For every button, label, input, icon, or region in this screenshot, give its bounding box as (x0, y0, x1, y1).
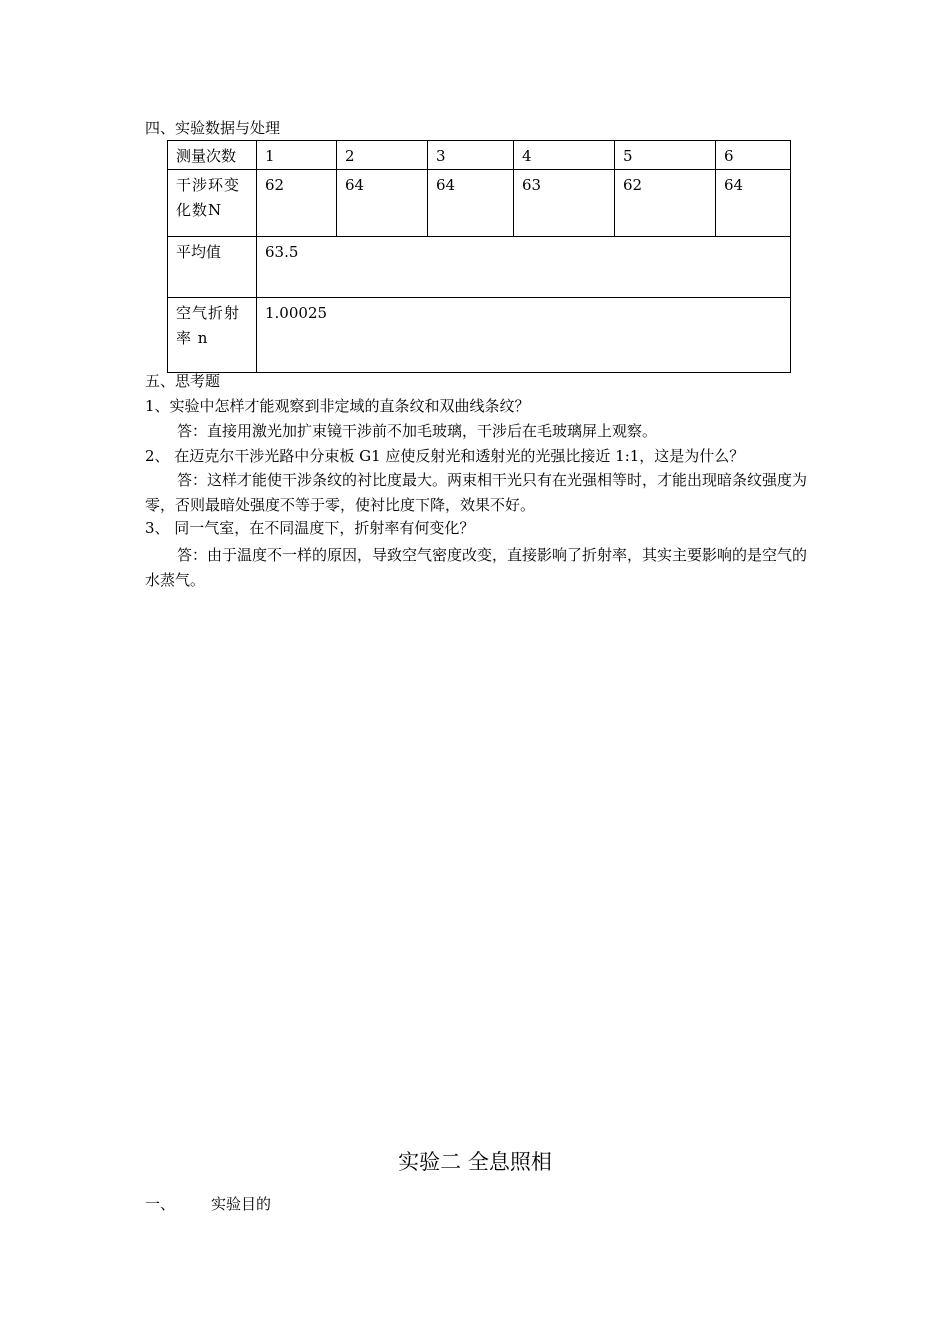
fringe-count-value-3: 64 (428, 170, 514, 237)
fringe-count-value-5: 62 (615, 170, 716, 237)
column-1-header: 1 (257, 141, 337, 170)
item-1-number: 一、 (145, 1195, 176, 1213)
answer-1: 答：直接用激光加扩束镜干涉前不加毛玻璃，干涉后在毛玻璃屏上观察。 (177, 422, 658, 440)
average-label: 平均值 (168, 237, 257, 298)
column-4-header: 4 (514, 141, 615, 170)
question-3: 3、 同一气室，在不同温度下，折射率有何变化？ (145, 519, 475, 537)
average-value: 63.5 (257, 237, 791, 298)
header-label-cell: 测量次数 (168, 141, 257, 170)
fringe-count-value-2: 64 (337, 170, 428, 237)
answer-3: 答：由于温度不一样的原因，导致空气密度改变，直接影响了折射率，其实主要影响的是空气的水蒸气。 (145, 546, 808, 589)
column-6-header: 6 (716, 141, 791, 170)
question-1: 1、实验中怎样才能观察到非定域的直条纹和双曲线条纹？ (145, 397, 530, 415)
measurement-table (167, 140, 791, 373)
refractive-index-label: 空气折射率 n (168, 298, 257, 373)
table-row-average (168, 237, 791, 298)
question-2: 2、 在迈克尔干涉光路中分束板 G1 应使反射光和透射光的光强比接近 1:1，这是为什么？ (145, 447, 745, 465)
fringe-count-label: 干涉环变化数N (168, 170, 257, 237)
fringe-count-value-1: 62 (257, 170, 337, 237)
table-row-fringe-count (168, 170, 791, 237)
table-row-refractive-index (168, 298, 791, 373)
fringe-count-value-4: 63 (514, 170, 615, 237)
answer-2: 答：这样才能使干涉条纹的衬比度最大。两束相干光只有在光强相等时，才能出现暗条纹强度为零，否则最暗处强度不等于零，使衬比度下降，效果不好。 (145, 471, 808, 514)
section-4-heading: 四、实验数据与处理 (145, 119, 281, 137)
item-1-text: 实验目的 (211, 1195, 272, 1213)
refractive-index-value: 1.00025 (257, 298, 791, 373)
table-header-row (168, 141, 791, 170)
column-3-header: 3 (428, 141, 514, 170)
experiment-2-title: 实验二 全息照相 (398, 1150, 552, 1174)
column-2-header: 2 (337, 141, 428, 170)
section-5-heading: 五、思考题 (145, 372, 221, 390)
column-5-header: 5 (615, 141, 716, 170)
fringe-count-value-6: 64 (716, 170, 791, 237)
